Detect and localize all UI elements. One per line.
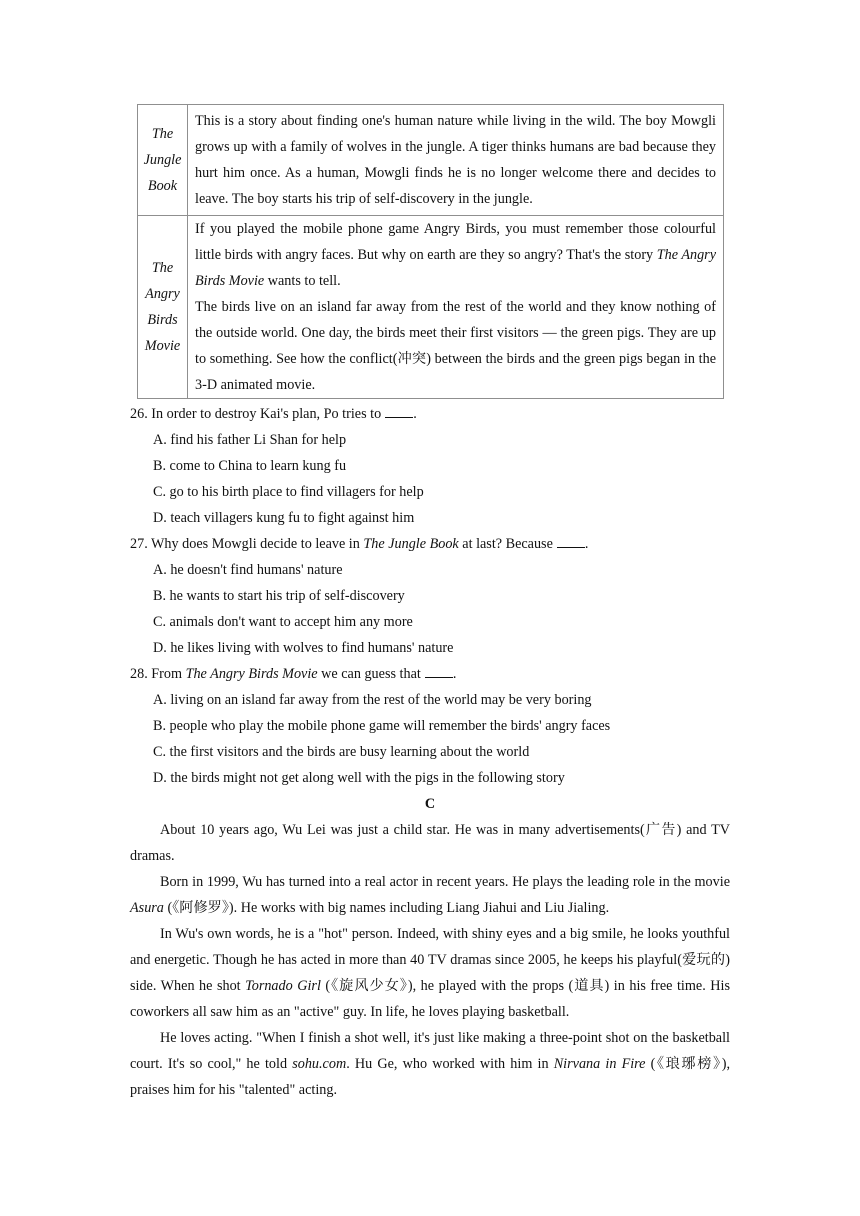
option-d: D. the birds might not get along well with the pigs in the following story: [153, 770, 565, 786]
question-stem-26: 26. In order to destroy Kai's plan, Po tries to .: [130, 401, 730, 427]
title-line: Birds: [147, 312, 178, 328]
reading-passage: [130, 817, 730, 1103]
title-line: Angry: [145, 286, 180, 302]
option-b: B. he wants to start his trip of self-discovery: [153, 588, 405, 604]
option-d: D. he likes living with wolves to find humans' nature: [153, 640, 454, 656]
option-a: A. living on an island far away from the rest of the world may be very boring: [153, 692, 592, 708]
table-row: [138, 105, 724, 216]
question-stem-28: 28. From The Angry Birds Movie we can guess that .: [130, 661, 730, 687]
movie-title-angry-birds: [138, 216, 188, 399]
question-stem-27: 27. Why does Mowgli decide to leave in The Jungle Book at last? Because .: [130, 531, 730, 557]
description-paragraph-2: The birds live on an island far away from the rest of the world and they know nothing of the outside world. One day, the birds meet their first visitors — the green pigs. They are up to something. See how the conflict(冲突) between the birds and the green pigs began in the 3-D animated movie.: [195, 299, 716, 393]
passage-paragraph-2: Born in 1999, Wu has turned into a real actor in recent years. He plays the leading role in the movie Asura (《阿修罗》). He works with big names including Liang Jiahui and Liu Jialing.: [130, 874, 730, 916]
answer-blank: [557, 533, 585, 548]
option-a: A. find his father Li Shan for help: [153, 432, 347, 448]
section-heading: C: [424, 796, 436, 812]
option-a: A. he doesn't find humans' nature: [153, 562, 343, 578]
option-c: C. the first visitors and the birds are busy learning about the world: [153, 744, 530, 760]
option-c: C. go to his birth place to find villagers for help: [153, 484, 424, 500]
description-text: This is a story about finding one's human nature while living in the wild. The boy Mowgli grows up with a family of wolves in the jungle. A tiger thinks humans are bad because they hurt him once. As a human, Mowgli finds he is no longer welcome there and decides to leave. The boy starts his trip of self-discovery in the jungle.: [195, 113, 716, 207]
answer-blank: [425, 663, 453, 678]
title-line: The: [151, 260, 174, 276]
option-b: B. come to China to learn kung fu: [153, 458, 347, 474]
option-b: B. people who play the mobile phone game will remember the birds' angry faces: [153, 718, 611, 734]
question-list: [130, 401, 730, 791]
answer-blank: [385, 403, 413, 418]
movie-table: [137, 104, 724, 399]
option-c: C. animals don't want to accept him any more: [153, 614, 413, 630]
table-row: [138, 216, 724, 399]
title-line: The: [151, 126, 174, 142]
description-paragraph-1: If you played the mobile phone game Angry Birds, you must remember those colourful little birds with angry faces. But why on earth are they so angry? That's the story The Angry Birds Movie wants to tell.: [195, 221, 716, 289]
movie-description-jungle-book: [188, 105, 724, 216]
movie-title-jungle-book: [138, 105, 188, 216]
passage-paragraph-4: He loves acting. "When I finish a shot well, it's just like making a three-point shot on the basketball court. It's so cool," he told sohu.com. Hu Ge, who worked with him in Nirvana in Fire (《琅琊榜》), praises him for his "talented" acting.: [130, 1030, 730, 1098]
passage-paragraph-1: About 10 years ago, Wu Lei was just a child star. He was in many advertisements(广告) and TV dramas.: [130, 822, 730, 864]
title-line: Jungle: [143, 152, 182, 168]
title-line: Book: [147, 178, 178, 194]
title-line: Movie: [144, 338, 181, 354]
movie-description-angry-birds: [188, 216, 724, 399]
movie-name: The Angry Birds Movie: [195, 247, 716, 289]
passage-paragraph-3: In Wu's own words, he is a "hot" person. Indeed, with shiny eyes and a big smile, he looks youthful and energetic. Though he has acted in more than 40 TV dramas since 2005, he keeps his playful(爱玩的) side. When he shot Tornado Girl (《旋风少女》), he played with the props (道具) in his free time. His coworkers all saw him as an "active" guy. In life, he loves playing basketball.: [130, 926, 730, 1020]
option-d: D. teach villagers kung fu to fight against him: [153, 510, 415, 526]
